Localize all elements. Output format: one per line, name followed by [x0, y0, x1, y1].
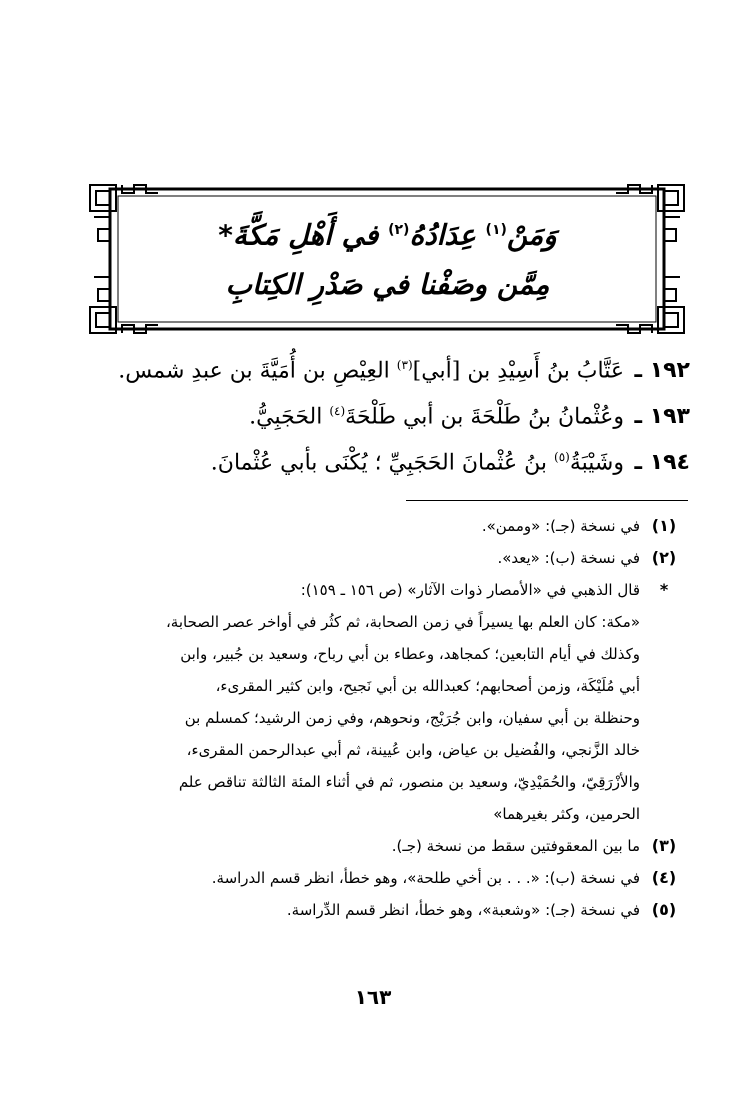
- heading-line-2: مِمَّن وصَفْنا في صَدْرِ الكِتابِ: [225, 268, 550, 302]
- footnote-4: [88, 862, 688, 894]
- footnote-body: [88, 542, 640, 574]
- entry-text-part: العِيْصِ بن أُمَيَّةَ بن عبدِ شمس.: [118, 358, 397, 384]
- footnote-line: ما بين المعقوفتين سقط من نسخة (جـ).: [391, 837, 640, 855]
- footnote-mark: *: [659, 580, 669, 599]
- footnote-star: [88, 574, 688, 830]
- footnote-line: أبي مُلَيْكَة، وزمن أصحابهم؛ كعبدالله بن أبي نَجيح، وابن كثير المقرىء،: [215, 677, 640, 695]
- footnote-line: «مكة: كان العلم بها يسيراً في زمن الصحابة، ثم كثُر في أواخر عصر الصحابة،: [165, 613, 640, 631]
- heading-text: في أَهْلِ مَكَّةَ*: [218, 218, 389, 252]
- footnote-ref[interactable]: (٤): [329, 404, 346, 418]
- heading-text: وَمَنْ: [506, 218, 557, 252]
- entry-text-part: عَتَّابُ بنُ أَسِيْدِ بن [أبي]: [412, 358, 624, 384]
- footnote-body: [88, 862, 640, 894]
- entry-number: ١٩٢ ـ: [634, 358, 690, 384]
- footnote-line: خالد الزَّنجي، والفُضيل بن عياض، وابن عُيينة، ثم أبي عبدالرحمن المقرىء،: [186, 741, 640, 759]
- entries-list: [118, 358, 690, 496]
- footnote-body: [88, 510, 640, 542]
- footnote-ref[interactable]: (١): [485, 222, 507, 238]
- footnote-5: [88, 894, 688, 926]
- footnote-line: قال الذهبي في «الأمصار ذوات الآثار» (ص ١٥٦ ـ ١٥٩):: [300, 581, 640, 599]
- footnote-mark: (١): [651, 516, 677, 535]
- entry-text: [211, 450, 630, 475]
- footnote-3: [88, 830, 688, 862]
- footnote-mark: (٤): [651, 868, 677, 887]
- footnote-mark: (٣): [651, 836, 677, 855]
- entry-text: [118, 358, 630, 383]
- footnote-line: في نسخة (جـ): «وشعبة»، وهو خطأ، انظر قسم الدِّراسة.: [286, 901, 640, 919]
- footnote-2: [88, 542, 688, 574]
- footnote-line: في نسخة (ب): «يعد».: [497, 549, 640, 567]
- footnote-line: وكذلك في أيام التابعين؛ كمجاهد، وعطاء بن أبي رباح، وسعيد بن جُبير، وابن: [180, 645, 640, 663]
- footnote-1: [88, 510, 688, 542]
- entry-193: [150, 404, 690, 450]
- entry-text-part: وعُثْمانُ بنُ طَلْحَةَ بن أبي طَلْحَةَ: [345, 404, 624, 430]
- entry-text-part: الحَجَبِيُّ.: [249, 404, 330, 430]
- footnote-line: في نسخة (جـ): «وممن».: [481, 517, 640, 535]
- footnote-line: والأزْرَقِيّ، والحُمَيْدِيّ، وسعيد بن منصور، ثم في أثناء المئة الثالثة تناقص علم: [178, 773, 640, 791]
- footnote-line: وحنظلة بن أبي سفيان، وابن جُرَيْج، ونحوهم، وفي زمن الرشيد؛ كمسلم بن: [184, 709, 640, 727]
- footnote-mark: (٢): [651, 548, 677, 567]
- entry-text: [249, 404, 630, 429]
- footnote-ref[interactable]: (٥): [554, 450, 570, 464]
- chapter-heading: [110, 205, 665, 310]
- footnote-line: الحرمين، وكثر بغيرهما»: [493, 805, 640, 823]
- footnote-body: [88, 894, 640, 926]
- page-number: ١٦٣: [354, 985, 392, 1009]
- entry-number: ١٩٣ ـ: [634, 404, 690, 430]
- footnote-ref[interactable]: (٣): [396, 358, 413, 372]
- footnote-separator: [406, 500, 688, 501]
- footnote-body: [88, 830, 640, 862]
- entry-text-part: بنُ عُثْمانَ الحَجَبِيِّ ؛ يُكْنَى بأبي عُثْمانَ.: [210, 450, 555, 476]
- entry-192: [118, 358, 690, 404]
- entry-text-part: وشَيْبَةُ: [569, 450, 624, 476]
- footnote-body: [88, 574, 640, 830]
- entry-194: [150, 450, 690, 496]
- footnotes: [88, 510, 688, 926]
- footnote-mark: (٥): [651, 900, 677, 919]
- heading-text: عِدَادُهُ: [409, 218, 486, 252]
- footnote-line: في نسخة (ب): «. . . بن أخي طلحة»، وهو خطأ، انظر قسم الدراسة.: [211, 869, 640, 887]
- entry-number: ١٩٤ ـ: [634, 450, 690, 476]
- footnote-ref[interactable]: (٢): [388, 222, 410, 238]
- heading-line-1: [110, 205, 665, 260]
